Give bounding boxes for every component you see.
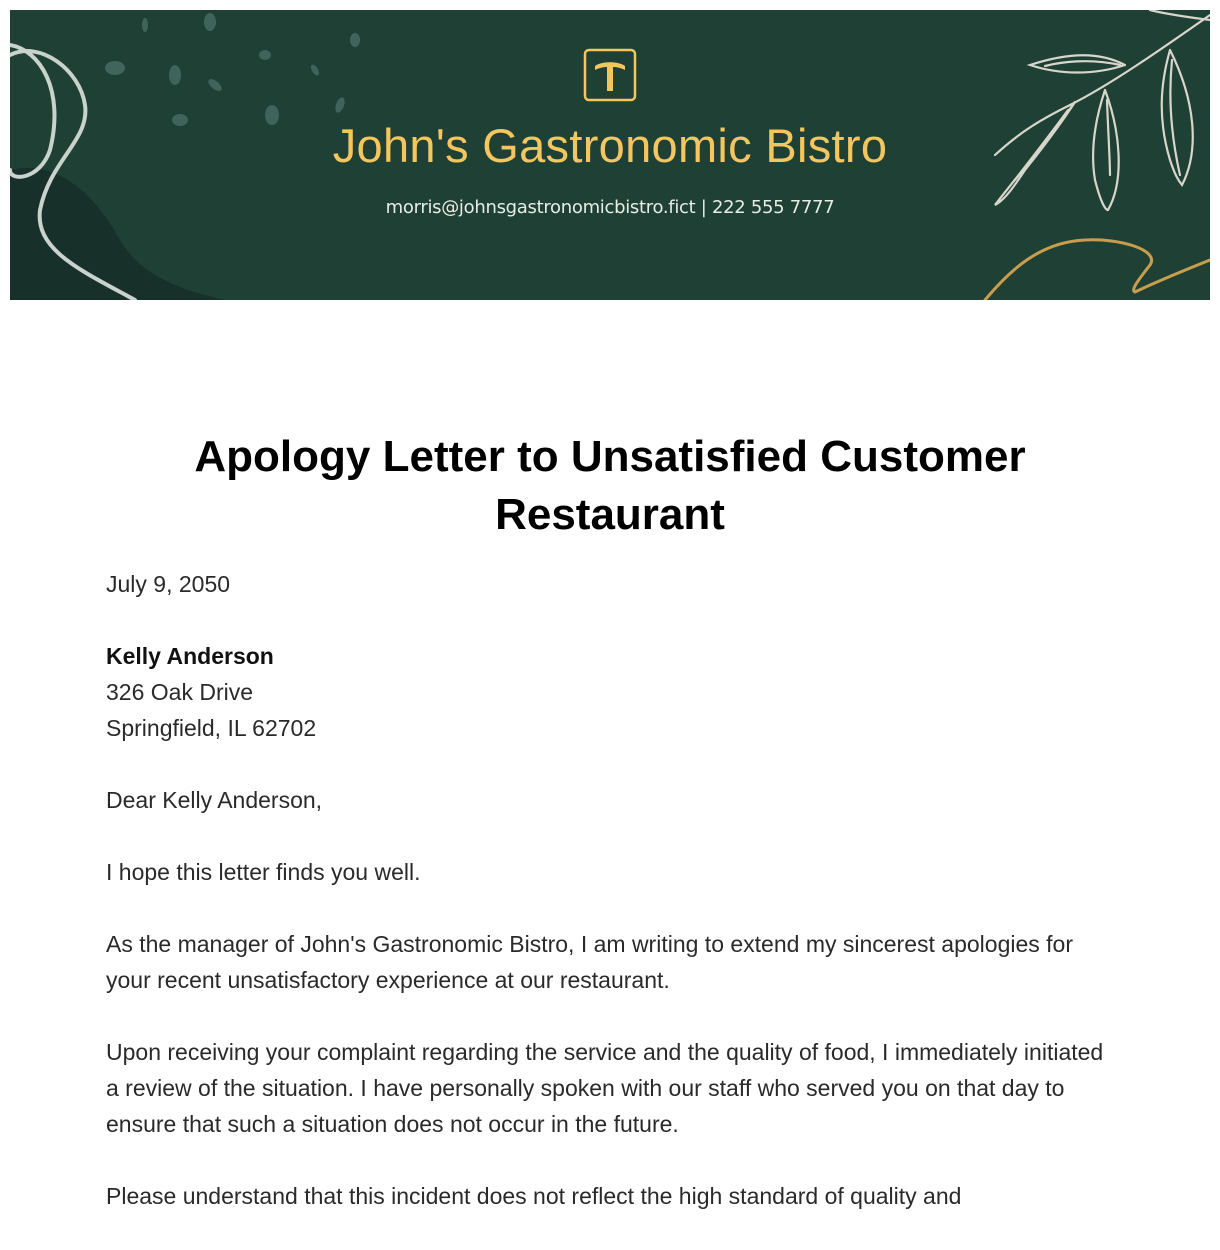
paragraph-investigation: Upon receiving your complaint regarding the service and the quality of food, I immediately initiated a review of the situation. I have personally spoken with our staff who served you on that day to ensure that such a situation does not occur in the future. bbox=[106, 1039, 1104, 1137]
paragraph-assurance: Please understand that this incident does not reflect the high standard of quality and bbox=[106, 1183, 962, 1209]
paragraph-greeting: I hope this letter finds you well. bbox=[106, 859, 421, 885]
document-title: Apology Letter to Unsatisfied Customer Restaurant bbox=[194, 432, 1026, 539]
paragraph-apology: As the manager of John's Gastronomic Bistro, I am writing to extend my sincerest apologies for your recent unsatisfactory experience at our restaurant. bbox=[106, 931, 1073, 993]
recipient-address-line1: 326 Oak Drive bbox=[106, 679, 254, 705]
letter-date: July 9, 2050 bbox=[106, 571, 231, 597]
recipient-block bbox=[106, 638, 1116, 746]
salutation: Dear Kelly Anderson, bbox=[106, 787, 323, 813]
letter-body bbox=[106, 566, 1116, 1250]
recipient-name: Kelly Anderson bbox=[106, 643, 274, 669]
brand-name: John's Gastronomic Bistro bbox=[332, 119, 888, 172]
bistro-logo-icon bbox=[583, 48, 637, 102]
letterhead-banner bbox=[10, 10, 1210, 300]
brand-contact-info: morris@johnsgastronomicbistro.fict | 222 555 7777 bbox=[385, 197, 835, 218]
recipient-address-line2: Springfield, IL 62702 bbox=[106, 715, 317, 741]
